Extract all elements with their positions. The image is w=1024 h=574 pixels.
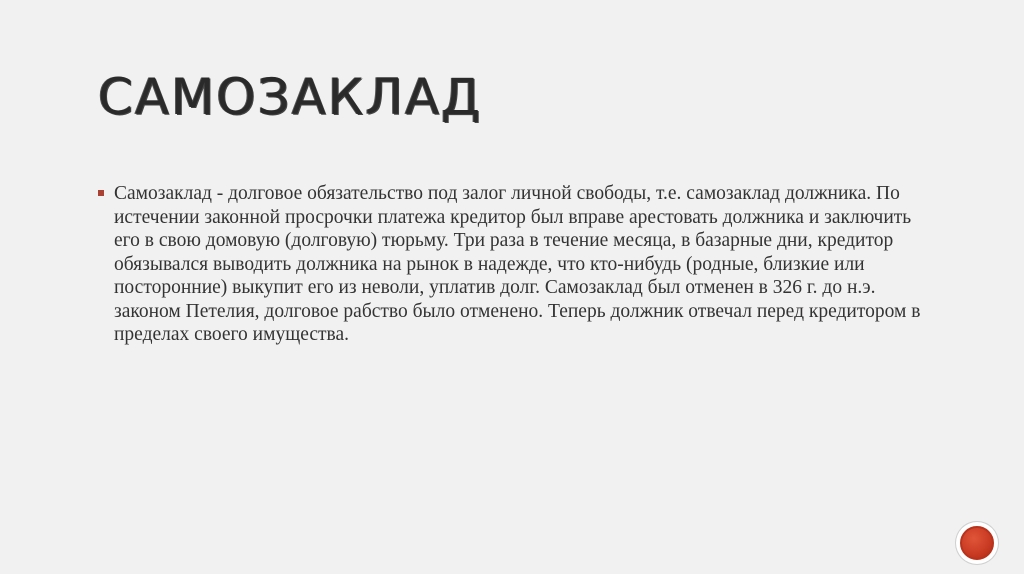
square-bullet-icon — [98, 190, 104, 196]
circle-nav-button-icon — [960, 526, 994, 560]
bullet-text: Самозаклад - долговое обязательство под залог личной свободы, т.е. самозаклад должника. По истечении законной просрочки платежа кредитор был вправе арестовать должника и заключить его в свою домовую (долговую) тюрьму. Три раза в течение месяца, в базарные дни, кредитор обязывался выводить должника на рынок в надежде, что кто-нибудь (родные, близкие или посторонние) выкупит его из неволи, уплатив долг. Самозаклад был отменен в 326 г. до н.э. законом Петелия, долговое рабство было отменено. Теперь должник отвечал перед кредитором в пределах своего имущества. — [114, 183, 921, 345]
slide-title: САМОЗАКЛАД — [98, 68, 483, 126]
bullet-list — [98, 182, 938, 347]
slide-nav-button[interactable] — [956, 522, 998, 564]
